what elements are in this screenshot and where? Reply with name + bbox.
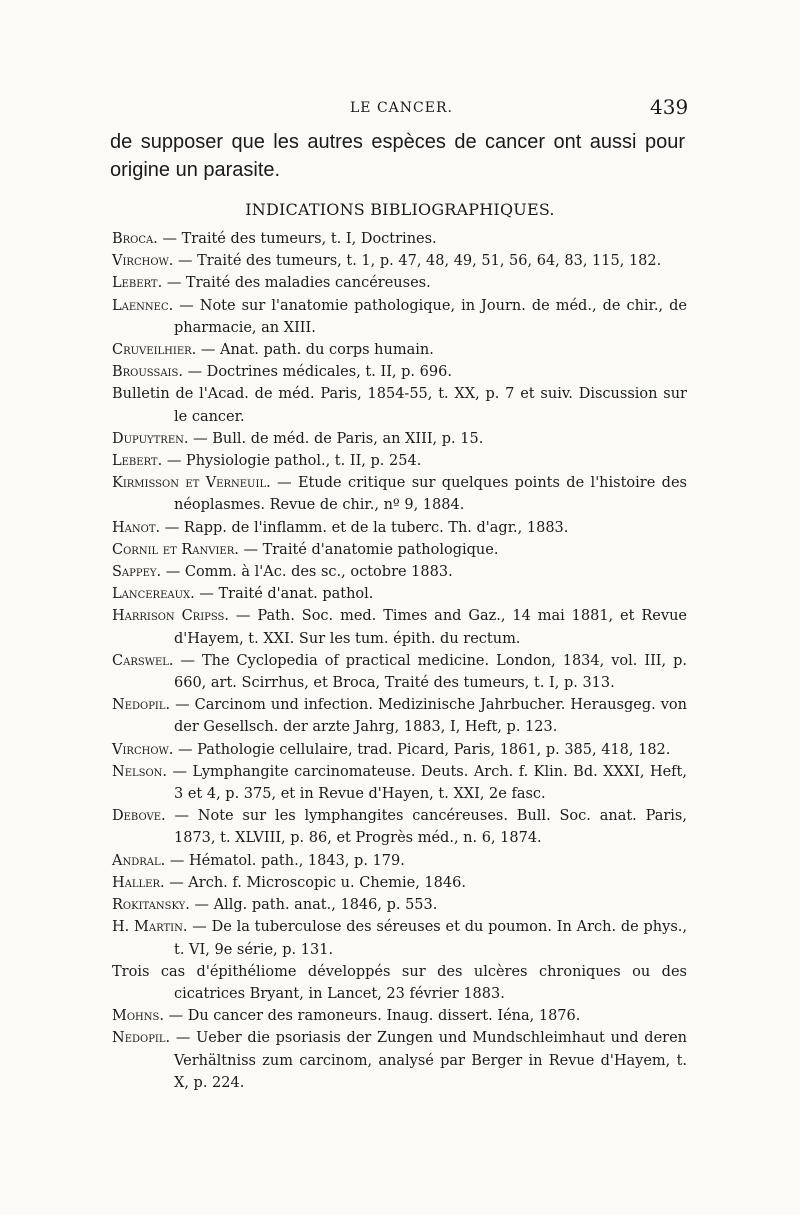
entry-text: — Pathologie cellulaire, trad. Picard, Paris, 1861, p. 385, 418, 182.	[173, 741, 671, 758]
entry-author: Cruveilhier.	[112, 342, 197, 359]
entry-text: — Lymphangite carcinomateuse. Deuts. Arch. f. Klin. Bd. XXXI, Heft, 3 et 4, p. 375, et in Revue d'Hayen, t. XXI, 2e fasc.	[167, 763, 687, 803]
entry-author: Andral.	[112, 852, 166, 869]
bibliography-entry	[112, 961, 687, 1005]
entry-author: Harrison Cripss.	[112, 608, 230, 625]
bibliography-entry	[112, 850, 687, 872]
entry-text: — Bull. de méd. de Paris, an XIII, p. 15.	[188, 430, 484, 447]
bibliography-entry	[112, 539, 687, 561]
entry-text: — Note sur les lymphangites cancéreuses. Bull. Soc. anat. Paris, 1873, t. XLVIII, p. 86, et Progrès méd., n. 6, 1874.	[165, 808, 687, 847]
bibliography-entry	[112, 1005, 687, 1027]
bibliography-entry	[112, 472, 687, 516]
entry-text: — Hématol. path., 1843, p. 179.	[165, 852, 405, 869]
entry-author: Nelson.	[112, 763, 168, 780]
entry-text: — Traité d'anatomie pathologique.	[238, 541, 499, 558]
entry-text: — Path. Soc. med. Times and Gaz., 14 mai 1881, et Revue d'Hayem, t. XXI. Sur les tum. épith. du rectum.	[174, 608, 687, 647]
entry-author: Virchow.	[112, 741, 174, 758]
bibliography-entry	[112, 872, 687, 894]
bibliography-entry	[112, 228, 687, 250]
entry-text: — Traité d'anat. pathol.	[194, 586, 374, 603]
entry-text: — Etude critique sur quelques points de l'histoire des néoplasmes. Revue de chir., nº 9, 1884.	[174, 475, 687, 514]
entry-author: Nedopil.	[112, 697, 171, 714]
entry-author: Hanot.	[112, 519, 161, 536]
entry-author: Lebert.	[112, 275, 163, 292]
entry-author: Haller.	[112, 874, 165, 891]
entry-text: Trois cas d'épithéliome développés sur des ulcères chroniques ou des cicatrices Bryant, in Lancet, 23 février 1883.	[112, 963, 687, 1002]
entry-text: — Note sur l'anatomie pathologique, in Journ. de méd., de chir., de pharmacie, an XIII.	[173, 297, 687, 336]
page-number: 439	[650, 95, 689, 119]
entry-author: Dupuytren.	[112, 430, 189, 447]
running-head: LE CANCER.	[350, 100, 453, 116]
bibliography-entry	[112, 805, 687, 849]
entry-text: — Comm. à l'Ac. des sc., octobre 1883.	[161, 564, 453, 581]
entry-text: — Anat. path. du corps humain.	[196, 342, 434, 359]
entry-text: — Allg. path. anat., 1846, p. 553.	[189, 897, 438, 914]
bibliography-entry	[112, 894, 687, 916]
entry-author: Sappey.	[112, 564, 162, 581]
entry-text: — Arch. f. Microscopic u. Chemie, 1846.	[164, 874, 466, 891]
entry-author: Kirmisson et Verneuil.	[112, 475, 271, 492]
entry-text: — Du cancer des ramoneurs. Inaug. dissert. Iéna, 1876.	[163, 1008, 581, 1025]
entry-author: Broca.	[112, 231, 158, 247]
entry-author: Cornil et Ranvier.	[112, 541, 239, 558]
bibliography-entry	[112, 916, 687, 960]
entry-text: — Traité des tumeurs, t. 1, p. 47, 48, 49, 51, 56, 64, 83, 115, 182.	[173, 253, 662, 270]
entry-text: Bulletin de l'Acad. de méd. Paris, 1854-55, t. XX, p. 7 et suiv. Discussion sur le cancer.	[112, 386, 687, 425]
bibliography-entry	[112, 339, 687, 361]
bibliography-entry	[112, 1027, 687, 1094]
entry-text: — De la tuberculose des séreuses et du poumon. In Arch. de phys., t. VI, 9e série, p. 131.	[174, 919, 687, 958]
bibliography-entry	[112, 272, 687, 294]
bibliography-entry	[112, 605, 687, 649]
entry-author: Debove.	[112, 808, 166, 825]
section-title: INDICATIONS BIBLIOGRAPHIQUES.	[245, 200, 555, 219]
entry-author: Lebert.	[112, 453, 163, 470]
entry-text: — Traité des tumeurs, t. I, Doctrines.	[157, 231, 437, 247]
entry-author: Laennec.	[112, 297, 174, 314]
bibliography-entry	[112, 739, 687, 761]
intro-paragraph: de supposer que les autres espèces de cancer ont aussi pour origine un parasite.	[110, 131, 685, 181]
entry-text: — Physiologie pathol., t. II, p. 254.	[162, 453, 422, 470]
bibliography-entry	[112, 450, 687, 472]
bibliography-entry	[112, 517, 687, 539]
entry-author: Broussais.	[112, 364, 183, 381]
entry-text: — Ueber die psoriasis der Zungen und Mundschleimhaut und deren Verhältniss zum carcinom, analysé par Berger in Revue d'Hayem, t. X, p. 224.	[170, 1030, 687, 1091]
bibliography-entry	[112, 383, 687, 427]
entry-text: — Rapp. de l'inflamm. et de la tuberc. Th. d'agr., 1883.	[160, 519, 569, 536]
entry-author: H. Martin.	[112, 919, 188, 936]
bibliography-entry	[112, 295, 687, 339]
entry-author: Mohns.	[112, 1008, 164, 1025]
bibliography-entry	[112, 583, 687, 605]
bibliography-entry	[112, 250, 687, 272]
bibliography-entry	[112, 650, 687, 694]
entry-author: Lancereaux.	[112, 586, 195, 603]
bibliography-entry	[112, 561, 687, 583]
entry-author: Rokitansky.	[112, 897, 190, 914]
bibliography-list	[112, 228, 687, 1094]
entry-text: — The Cyclopedia of practical medicine. London, 1834, vol. III, p. 660, art. Scirrhus, et Broca, Traité des tumeurs, t. I, p. 313.	[173, 652, 687, 692]
entry-text: — Doctrines médicales, t. II, p. 696.	[182, 364, 452, 381]
bibliography-entry	[112, 428, 687, 450]
bibliography-entry	[112, 694, 687, 738]
entry-text: — Traité des maladies cancéreuses.	[162, 275, 431, 292]
entry-author: Virchow.	[112, 253, 174, 270]
bibliography-entry	[112, 361, 687, 383]
entry-author: Carswel.	[112, 652, 174, 669]
entry-text: — Carcinom und infection. Medizinische Jahrbucher. Herausgeg. von der Gesellsch. der arzte Jahrg, 1883, I, Heft, p. 123.	[170, 697, 687, 736]
bibliography-entry	[112, 761, 687, 805]
entry-author: Nedopil.	[112, 1030, 171, 1047]
